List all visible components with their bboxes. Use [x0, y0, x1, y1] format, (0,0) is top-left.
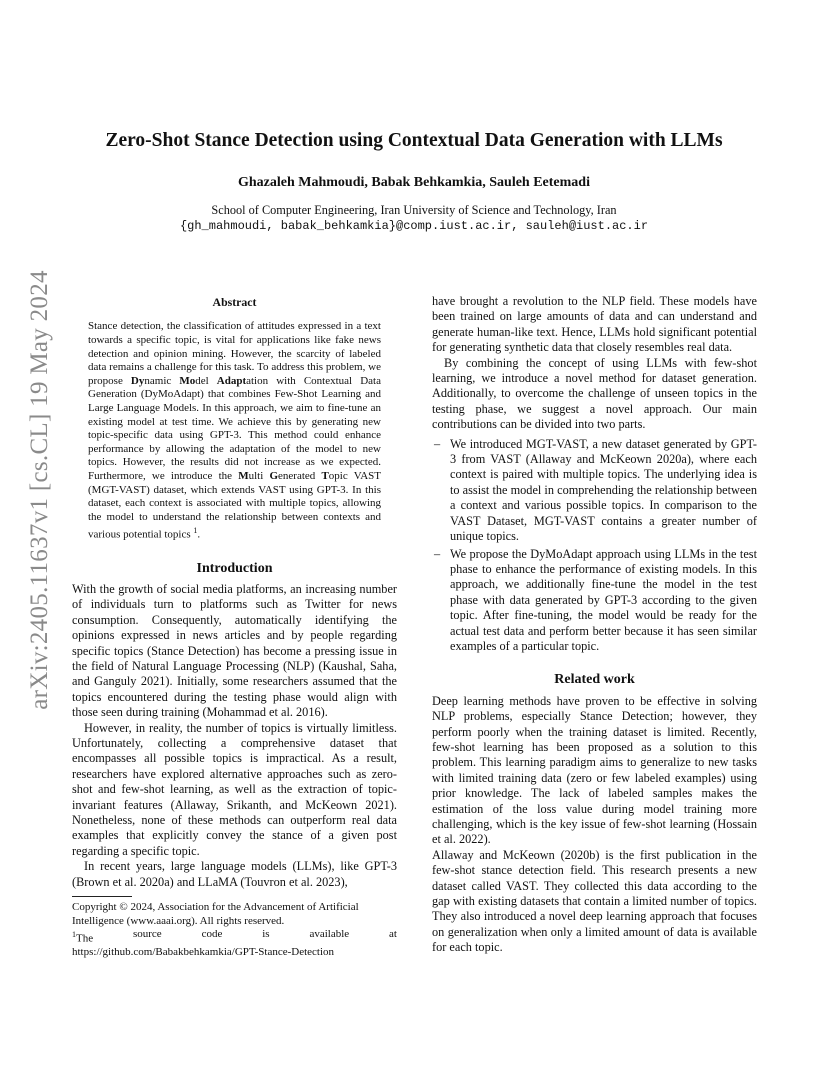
footnote-word-3: is — [262, 928, 270, 940]
abstract-text — [88, 320, 381, 542]
emph-m: M — [238, 469, 249, 482]
footnote-word-2: code — [201, 928, 223, 940]
abstract-ulti: ulti — [248, 469, 270, 482]
emph-t: T — [321, 469, 329, 482]
arxiv-identifier — [22, 250, 58, 730]
footnotes — [72, 896, 397, 960]
emph-g: G — [269, 469, 279, 482]
left-column — [72, 295, 397, 890]
copyright-notice: Copyright © 2024, Association for the Advancement of Artificial Intelligence (www.aaai.org). All rights reserved. — [72, 901, 359, 927]
footnote-1-word — [72, 928, 93, 946]
related-paragraph-1: Deep learning methods have proven to be effective in solving NLP problems, especially Stance Detection; however, they perform poorly when the training dataset is limited. Recently, few-shot learning has been proposed as a solution to this problem. This learning paradigm aims to generalize to new tasks with limited training data (zero or few labeled examples) using prior knowledge. The lack of labeled samples makes the estimation of the loss value during model training more challenging, which is the key issue of few-shot learning (Hossain et al. 2022). — [432, 693, 757, 847]
contribution-1: We introduced MGT-VAST, a new dataset generated by GPT-3 from VAST (Allaway and McKeown 2020a), where each context is paired with multiple topics. The underlying idea is to assist the model in comprehending the relationship between a context and various possible topics. In comparison to the VAST Dataset, MGT-VAST contains a greater number of unique topics. — [450, 436, 757, 544]
bullet-dash: – — [434, 436, 441, 451]
related-work-heading: Related work — [554, 672, 635, 688]
footnote-word-5: at — [389, 928, 397, 940]
introduction-heading: Introduction — [196, 560, 273, 576]
footnote-url: https://github.com/Babakbehkamkia/GPT-Stance-Detection — [72, 946, 335, 959]
abstract-heading: Abstract — [212, 295, 257, 309]
emph-adapt: Adapt — [216, 374, 247, 387]
bullet-dash: – — [434, 546, 441, 561]
author-list: Ghazaleh Mahmoudi, Babak Behkamkia, Sauleh Eetemadi — [237, 175, 590, 190]
footnote-word-4: available — [309, 928, 350, 940]
list-item — [432, 437, 757, 545]
affiliation-block — [60, 202, 768, 234]
intro-paragraph-2: However, in reality, the number of topics is virtually limitless. Unfortunately, collecting a comprehensive dataset that encompasses all possible topics is impractical. As a result, researchers have explored alternative approaches such as zero-shot and few-shot learning, as well as the extraction of topic-invariant features (Allaway, Srikanth, and McKeown 2021). Nonetheless, none of these methods can outperform real data examples that explicitly convey the stance of a given post regarding a specific topic. — [72, 720, 397, 858]
abstract-body — [72, 320, 397, 542]
abstract-text-1: Stance detection, the classification of attitudes expressed in a text towards a specific topic, is vital for applications like fake news detection and opinion mining. However, the scarcity of labeled data remains a challenge for this task. To address this problem, we propose — [88, 320, 381, 387]
footnote-word-1: source — [132, 928, 162, 940]
abstract-text-3: opic VAST (MGT-VAST) dataset, which extends VAST using GPT-3. In this dataset, each context is associated with multiple topics, allowing the model to understand the relationship between contexts and various potential topics — [88, 469, 381, 541]
footnote-1-marker: 1 — [72, 930, 76, 939]
list-item — [432, 547, 757, 655]
intro-paragraph-1: With the growth of social media platforms, an increasing number of individuals turn to platforms such as Twitter for news consumption. Consequently, automatically identifying the opinions expressed in news articles and by people regarding specific topics (Stance Detection) has become a pressing issue in the field of Natural Language Processing (NLP) (Kaushal, Saha, and Ganguly 2021). Initially, some researchers assumed that the topics encountered during the testing phase would align with those seen during training (Mohammad et al. 2016). — [72, 581, 397, 720]
abstract-end: . — [197, 528, 201, 541]
paper-title: Zero-Shot Stance Detection using Contextual Data Generation with LLMs — [105, 130, 723, 151]
footnote-word-0: The — [76, 932, 94, 945]
emph-mo: Mo — [179, 374, 196, 387]
abstract-enerated: enerated — [278, 469, 322, 482]
footnote-marker: 1 — [193, 526, 198, 536]
abstract-namic: namic — [144, 374, 180, 387]
arxiv-identifier-text: arXiv:2405.11637v1 [cs.CL] 19 May 2024 — [26, 270, 53, 710]
related-paragraph-2: Allaway and McKeown (2020b) is the first publication in the few-shot stance detection field. This research presents a new dataset called VAST. They collected this data according to the gap with existing datasets that contain a limited number of topics. They also introduced a novel deep learning approach that focuses on generalization when only a limited amount of data is available for each topic. — [432, 847, 757, 955]
right-paragraph-1: have brought a revolution to the NLP field. These models have been trained on large amounts of data and can understand and generate human-like text. Hence, LLMs hold significant potential for generating synthetic data that closely resembles real data. — [432, 294, 757, 355]
affiliation: School of Computer Engineering, Iran University of Science and Technology, Iran — [211, 203, 617, 217]
footnote-rule — [72, 896, 132, 897]
contribution-list — [432, 437, 757, 655]
abstract-del: del — [195, 374, 217, 387]
contribution-2: We propose the DyMoAdapt approach using LLMs in the test phase to enhance the performance of existing models. In this approach, we additionally fine-tune the model in the test phase with data generated by GPT-3 according to the given topic. After fine-tuning, the model would be ready for the actual test data and perform better because it has seen similar examples of a particular topic. — [450, 546, 757, 653]
abstract-text-2: ation with Contextual Data Generation (DyMoAdapt) that combines Few-Shot Learning and Large Language Models. In this approach, we aim to fine-tune an existing model at test time. We achieve this by generating new topic-specific data using GPT-3. This method could enhance performance by allowing the adaptation of the model to new topics. However, the results did not increase as we expected. Furthermore, we introduce the — [88, 374, 381, 482]
footnote-1 — [72, 928, 397, 946]
right-paragraph-2: By combining the concept of using LLMs with few-shot learning, we introduce a novel method for dataset generation. Additionally, to overcome the challenge of unseen topics in the testing phase, we suggest a novel approach. Our main contributions can be divided into two parts. — [432, 355, 757, 432]
intro-paragraph-3: In recent years, large language models (LLMs), like GPT-3 (Brown et al. 2020a) and LLaMA (Touvron et al. 2023), — [72, 859, 397, 889]
author-emails: {gh_mahmoudi, babak_behkamkia}@comp.iust.ac.ir, sauleh@iust.ac.ir — [179, 219, 649, 233]
emph-dy: Dy — [130, 374, 145, 387]
right-column — [432, 294, 757, 956]
